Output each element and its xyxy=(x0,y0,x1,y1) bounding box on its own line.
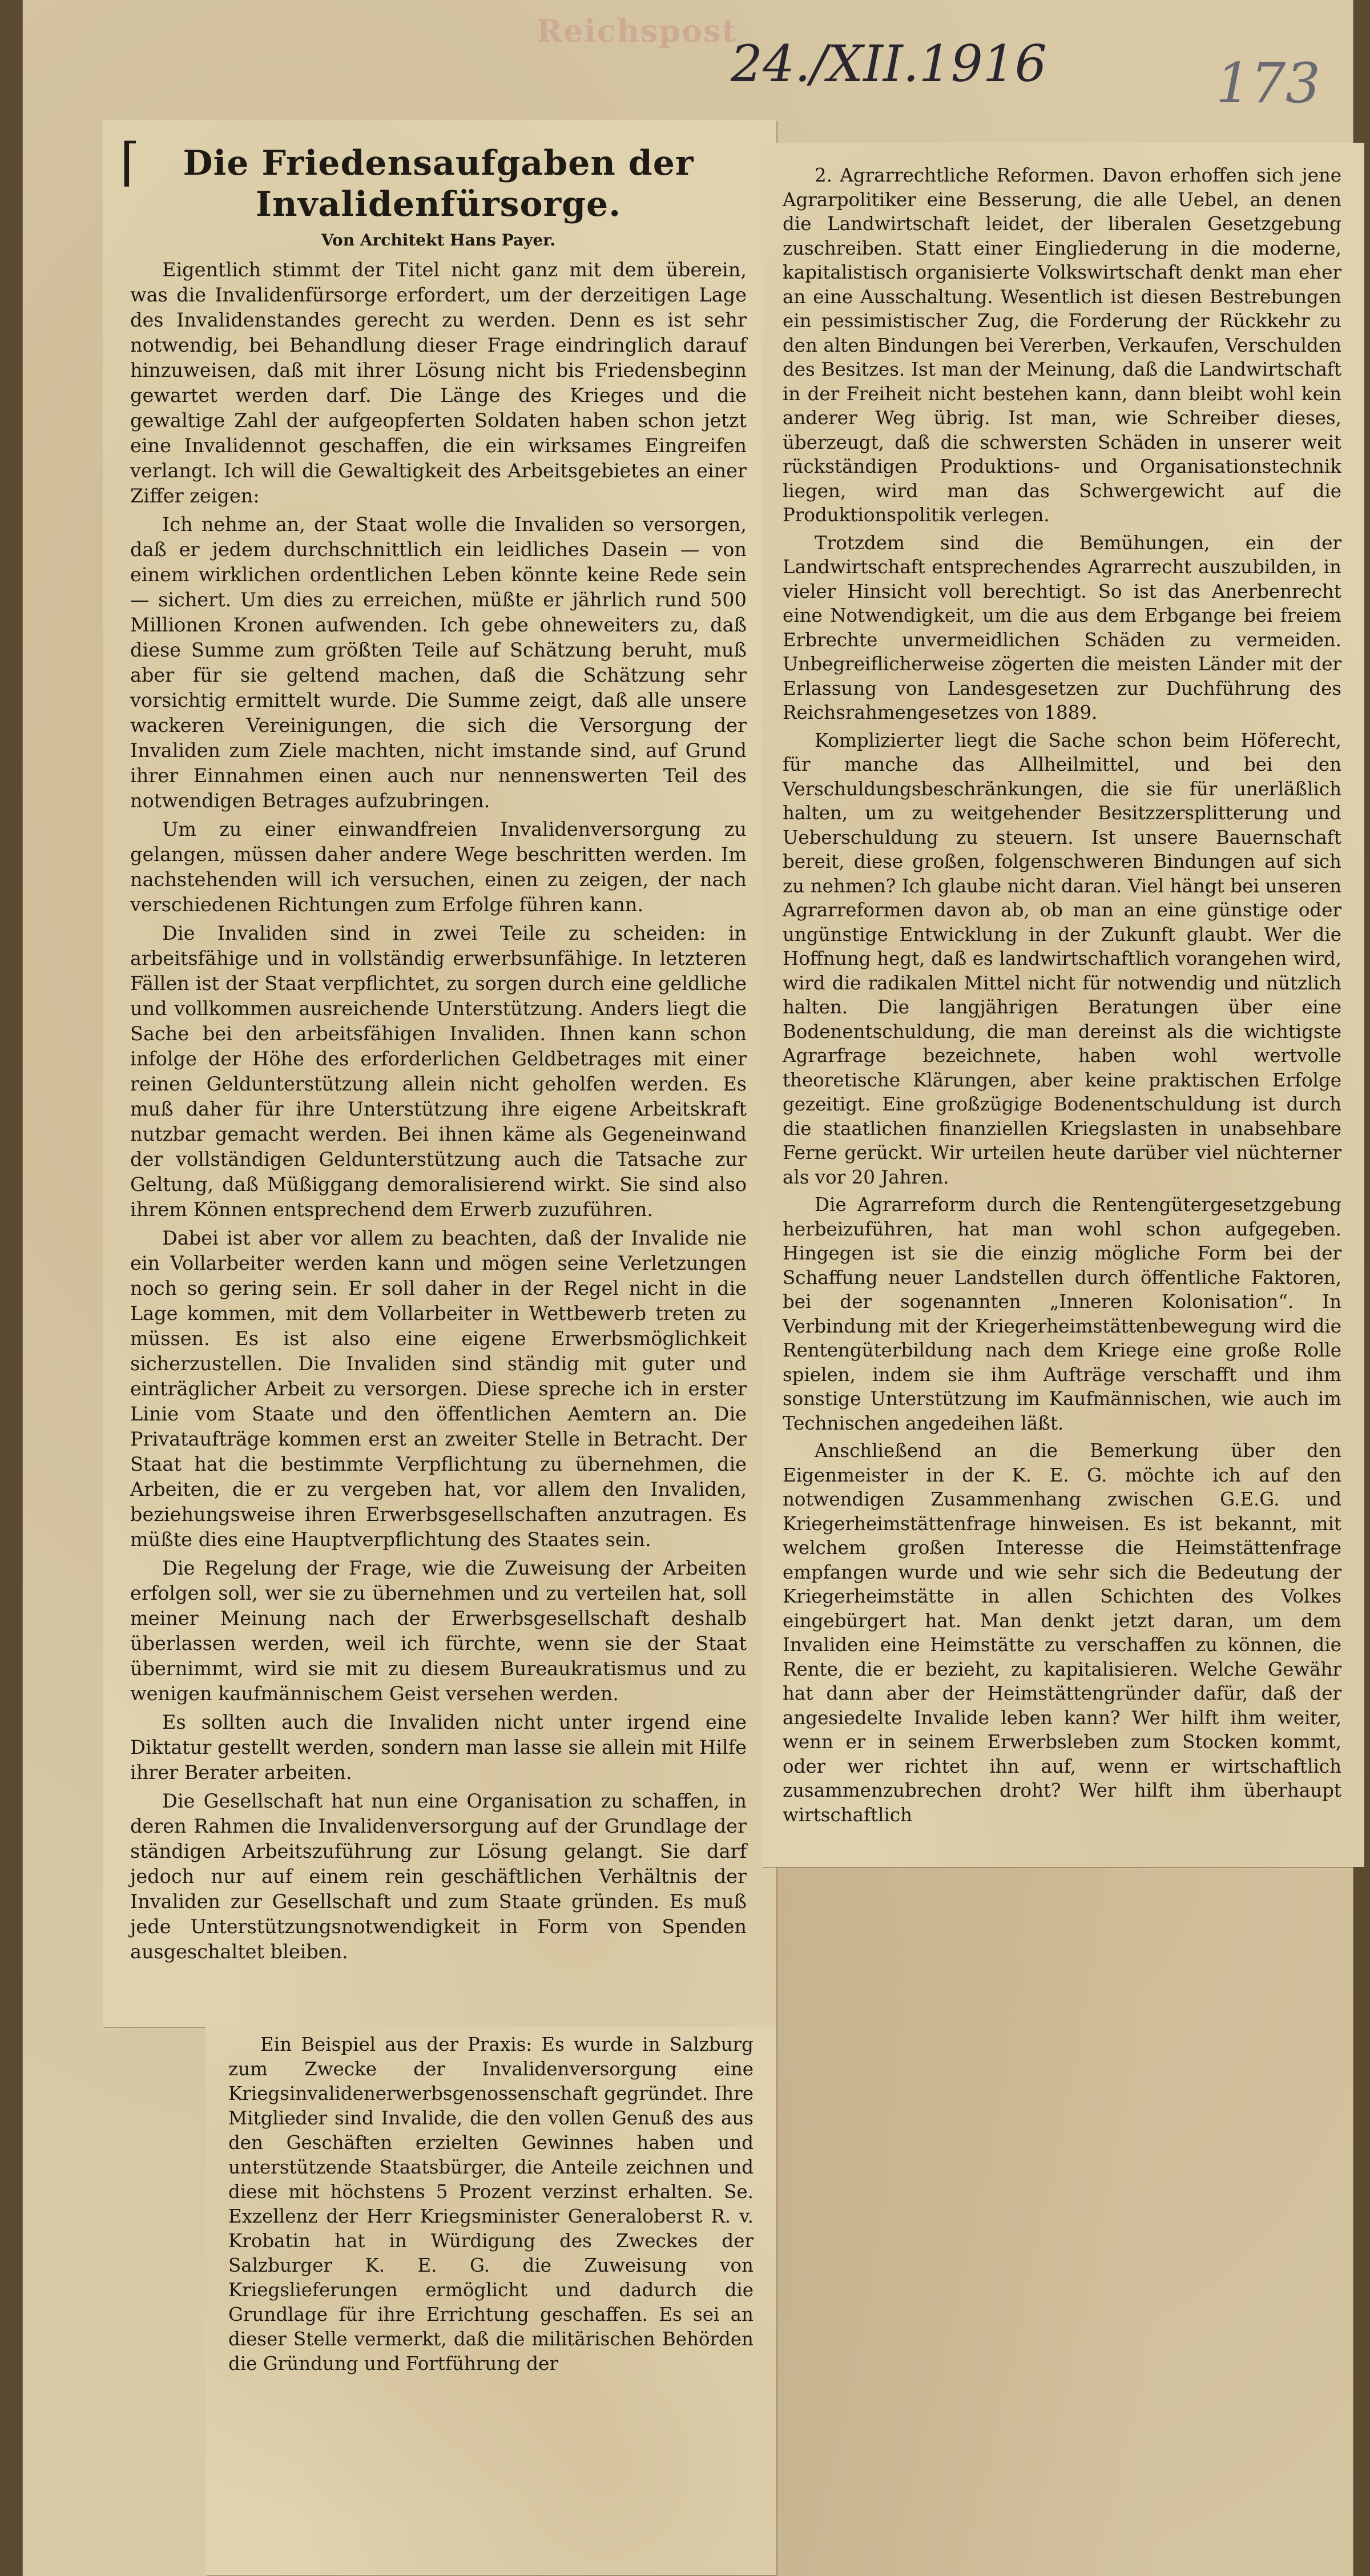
newspaper-stamp: Reichspost xyxy=(537,13,738,49)
article-paragraph: Um zu einer einwandfreien Invalidenversorgung zu gelangen, müssen daher andere Wege beschritten werden. Im nachstehenden will ich versuchen, einen zu zeigen, der nach verschiedenen Richtungen zum Erfolge führen kann. xyxy=(130,818,747,916)
headline-bracket-icon: ⌈ xyxy=(120,132,140,192)
article-byline: Von Architekt Hans Payer. xyxy=(321,231,556,249)
column-bottom-text xyxy=(228,2032,754,2376)
article-paragraph: Anschließend an die Bemerkung über den Eigenmeister in der K. E. G. möchte ich auf den notwendigen Zusammenhang zwischen G.E.G. und Kriegerheimstättenfrage hinweisen. Es ist bekannt, mit welchem großen Interesse die Heimstättenfrage empfangen wurde und wie sehr sich die Bedeutung der Kriegerheimstätte in allen Schichten des Volkes eingebürgert hat. Man denkt jetzt daran, um dem Invaliden eine Heimstätte zu verschaffen zu können, die Rente, die er bezieht, zu kapitalisieren. Welche Gewähr hat dann aber der Heimstättengründer dafür, daß der angesiedelte Invalide leben kann? Wer hilft ihm weiter, wenn er in seinem Erwerbsleben zum Stocken kommt, oder wer richtet ihn auf, wenn er wirtschaftlich zusammenzubrechen droht? Wer hilft ihm überhaupt wirtschaftlich xyxy=(783,1440,1341,1826)
article-paragraph: Eigentlich stimmt der Titel nicht ganz mit dem überein, was die Invalidenfürsorge erfordert, um der derzeitigen Lage des Invalidenstandes gerecht zu werden. Denn es ist sehr notwendig, bei Behandlung dieser Frage eindringlich darauf hinzuweisen, daß mit ihrer Lösung nicht bis Friedensbeginn gewartet werden darf. Die Länge des Krieges und die gewaltige Zahl der aufgeopferten Soldaten haben schon jetzt eine Invalidennot geschaffen, die ein wirksames Eingreifen verlangt. Ich will die Gewaltigkeit des Arbeitsgebietes an einer Ziffer zeigen: xyxy=(130,259,747,507)
article-paragraph: Komplizierter liegt die Sache schon beim Höferecht, für manche das Allheilmittel, und bei den Verschuldungsbeschränkungen, die sie für unerläßlich halten, um zu weitgehender Besitzzersplitterung und Ueberschuldung zu steuern. Ist unsere Bauernschaft bereit, diese großen, folgenschweren Bindungen auf sich zu nehmen? Ich glaube nicht daran. Viel hängt bei unseren Agrarreformen davon ab, ob man an eine günstige oder ungünstige Entwicklung in der Zukunft glaubt. Wer die Hoffnung hegt, daß es landwirtschaftlich vorangehen wird, wird die radikalen Mittel nicht für notwendig und nützlich halten. Die langjährigen Beratungen über eine Bodenentschuldung, die man dereinst als die wichtigste Agrarfrage bezeichnete, haben wohl wertvolle theoretische Klärungen, aber keine praktischen Erfolge gezeitigt. Eine großzügige Bodenentschuldung ist durch die staatlichen finanziellen Kriegslasten in unabsehbare Ferne gerückt. Wir urteilen heute darüber viel nüchterner als vor 20 Jahren. xyxy=(783,729,1341,1188)
article-paragraph: Die Regelung der Frage, wie die Zuweisung der Arbeiten erfolgen soll, wer sie zu übernehmen und zu verteilen hat, soll meiner Meinung nach der Erwerbsgesellschaft deshalb überlassen werden, weil ich fürchte, wenn sie der Staat übernimmt, wird sie mit zu diesem Bureaukratismus und zu wenigen kaufmännischem Geist versehen werden. xyxy=(130,1557,747,1705)
handwritten-page-number: 173 xyxy=(1216,51,1321,115)
article-paragraph: Die Agrarreform durch die Rentengütergesetzgebung herbeizuführen, hat man wohl schon aufgegeben. Hingegen ist sie die einzig mögliche Form bei der Schaffung neuer Landstellen durch öffentliche Faktoren, bei der sogenannten „Inneren Kolonisation“. In Verbindung mit der Kriegerheimstättenbewegung wird die Rentengüterbildung nach dem Kriege eine große Rolle spielen, indem sie ihm Aufträge verschafft und ihm sonstige Unterstützung im Kaufmännischen, wie auch im Technischen angedeihen läßt. xyxy=(783,1194,1341,1434)
clipping-right-column xyxy=(762,143,1364,1867)
article-paragraph: Dabei ist aber vor allem zu beachten, daß der Invalide nie ein Vollarbeiter werden kann und mögen seine Verletzungen noch so gering sein. Er soll daher in der Regel nicht in die Lage kommen, mit dem Vollarbeiter in Wettbewerb treten zu müssen. Es ist also eine eigene Erwerbsmöglichkeit sicherzustellen. Die Invaliden sind ständig mit guter und einträglicher Arbeit zu versorgen. Diese spreche ich in erster Linie vom Staate und den öffentlichen Aemtern an. Die Privataufträge kommen erst an zweiter Stelle in Betracht. Der Staat hat die bestimmte Verpflichtung zu übernehmen, die Arbeiten, die er zu vergeben hat, vor allem den Invaliden, beziehungsweise ihren Erwerbsgesellschaften anzutragen. Es müßte dies eine Hauptverpflichtung des Staates sein. xyxy=(130,1227,747,1551)
clipping-left-column xyxy=(103,120,776,2027)
article-paragraph: Die Gesellschaft hat nun eine Organisation zu schaffen, in deren Rahmen die Invalidenversorgung auf der Grundlage der ständigen Arbeitszuführung zur Lösung gelangt. Sie darf jedoch nur auf einem rein geschäftlichen Verhältnis der Invaliden zur Gesellschaft und zum Staate gründen. Es muß jede Unterstützungsnotwendigkeit in Form von Spenden ausgeschaltet bleiben. xyxy=(130,1790,747,1963)
article-paragraph: 2. Agrarrechtliche Reformen. Davon erhoffen sich jene Agrarpolitiker eine Besserung, die alle Uebel, an denen die Landwirtschaft leidet, der liberalen Gesetzgebung zuschreiben. Statt einer Eingliederung in die moderne, kapitalistisch organisierte Volkswirtschaft denkt man eher an eine Ausschaltung. Wesentlich ist diesen Bestrebungen ein pessimistischer Zug, die Forderung der Rückkehr zu den alten Bindungen bei Vererben, Verkaufen, Verschulden des Besitzes. Ist man der Meinung, daß die Landwirtschaft in der Freiheit nicht bestehen kann, dann bleibt wohl kein anderer Weg übrig. Ist man, wie Schreiber dieses, überzeugt, daß die schwersten Schäden in unserer weit rückständigen Produktions- und Organisationstechnik liegen, wird man das Schwergewicht auf die Produktionspolitik verlegen. xyxy=(783,164,1341,526)
archive-sheet xyxy=(22,0,1354,2576)
article-paragraph: Es sollten auch die Invaliden nicht unter irgend eine Diktatur gestellt werden, sondern man lasse sie allein mit Hilfe ihrer Berater arbeiten. xyxy=(130,1711,747,1784)
column-right-text xyxy=(783,163,1341,1827)
clipping-bottom-column xyxy=(206,2027,776,2575)
article-paragraph: Die Invaliden sind in zwei Teile zu scheiden: in arbeitsfähige und in vollständig erwerbsunfähige. In letzteren Fällen ist der Staat verpflichtet, zu sorgen durch eine geldliche und vollkommen ausreichende Unterstützung. Anders liegt die Sache bei den arbeitsfähigen Invaliden. Ihnen kann schon infolge der Höhe des erforderlichen Geldbetrages mit einer reinen Geldunterstützung allein nicht geholfen werden. Es muß daher für ihre Unterstützung ihre eigene Arbeitskraft nutzbar gemacht werden. Bei ihnen käme als Gegeneinwand der vollständigen Geldunterstützung auch die Tatsache zur Geltung, daß Müßiggang demoralisierend wirkt. Sie sind also ihrem Können entsprechend dem Erwerb zuzuführen. xyxy=(130,922,747,1221)
column-left-text xyxy=(130,257,747,1965)
article-paragraph: Ein Beispiel aus der Praxis: Es wurde in Salzburg zum Zwecke der Invalidenversorgung eine Kriegsinvalidenerwerbsgenossenschaft gegründet. Ihre Mitglieder sind Invalide, die den vollen Genuß des aus den Geschäften erzielten Gewinnes haben und unterstützende Staatsbürger, die Anteile zeichnen und diese mit höchstens 5 Prozent verzinst erhalten. Se. Exzellenz der Herr Kriegsminister Generaloberst R. v. Krobatin hat in Würdigung des Zweckes der Salzburger K. E. G. die Zuweisung von Kriegslieferungen ermöglicht und dadurch die Grundlage für ihre Errichtung geschaffen. Es sei an dieser Stelle vermerkt, daß die militärischen Behörden die Gründung und Fortführung der xyxy=(228,2034,754,2374)
article-title: Die Friedensaufgaben der Invalidenfürsorge. xyxy=(183,143,694,224)
article-paragraph: Ich nehme an, der Staat wolle die Invaliden so versorgen, daß er jedem durchschnittlich ein leidliches Dasein — von einem wirklichen ordentlichen Leben könnte keine Rede sein — sichert. Um dies zu erreichen, müßte er jährlich rund 500 Millionen Kronen aufwenden. Ich gebe ohneweiters zu, daß diese Summe zum größten Teile auf Schätzung beruht, muß aber für sie geltend machen, daß die Schätzung sehr vorsichtig ermittelt wurde. Die Summe zeigt, daß alle unsere wackeren Vereinigungen, die sich die Versorgung der Invaliden zum Ziele machten, nicht imstande sind, auf Grund ihrer Einnahmen einen auch nur nennenswerten Teil des notwendigen Betrages aufzubringen. xyxy=(130,513,747,812)
article-paragraph: Trotzdem sind die Bemühungen, ein der Landwirtschaft entsprechendes Agrarrecht auszubilden, in vieler Hinsicht voll berechtigt. So ist das Anerbenrecht eine Notwendigkeit, um die aus dem Erbgange bei freiem Erbrechte unvermeidlichen Schäden zu vermeiden. Unbegreiflicherweise zögerten die meisten Länder mit der Erlassung von Landesgesetzen zur Duchführung des Reichsrahmengesetzes von 1889. xyxy=(783,532,1341,723)
handwritten-date: 24./XII.1916 xyxy=(731,34,1047,93)
